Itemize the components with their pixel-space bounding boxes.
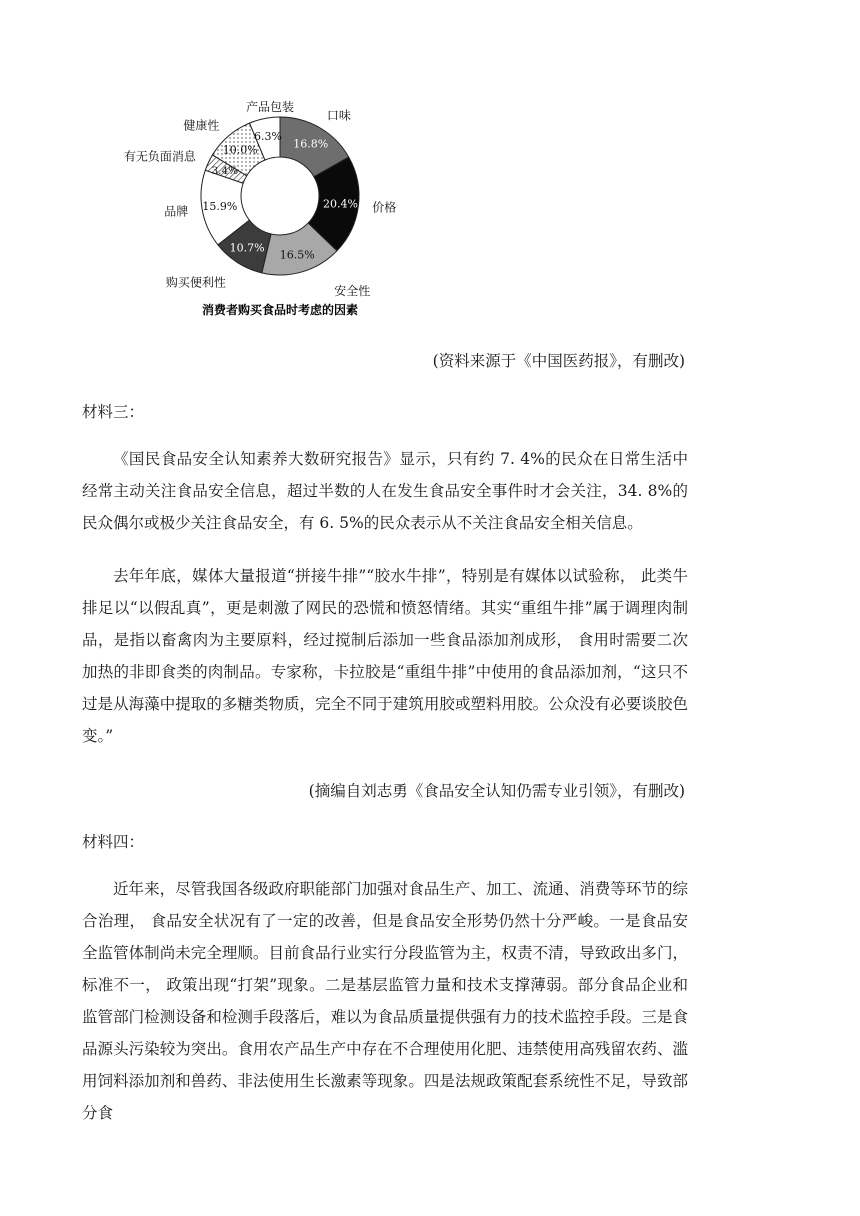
- material-3-paragraph-1: 《国民食品安全认知素养大数研究报告》显示，只有约 7. 4%的民众在日常生活中经常主动关注食品安全信息，超过半数的人在发生食品安全事件时才会关注，34. 8%的民众偶尔或极少关注食品安全，有 6. 5%的民众表示从不关注食品安全相关信息。: [82, 450, 688, 532]
- chart-title: 消费者购买食品时考虑的因素: [201, 303, 359, 317]
- slice-value-label-6: 10.0%: [222, 143, 258, 157]
- slice-value-label-0: 16.8%: [293, 137, 329, 151]
- slice-category-label-3: 购买便利性: [165, 275, 226, 290]
- slice-value-label-7: 6.3%: [254, 130, 282, 144]
- material-4-paragraph-1: 近年来，尽管我国各级政府职能部门加强对食品生产、加工、流通、消费等环节的综合治理， 食品安全状况有了一定的改善，但是食品安全形势仍然十分严峻。一是食品安全监管体制尚未完全理顺。目前食品行业实行分段监管为主，权责不清，导致政出多门，标准不一， 政策出现“打架”现象。二是基层监管力量和技术支撑薄弱。部分食品企业和监管部门检测设备和检测手段落后，难以为食品质量提供强有力的技术监控手段。三是食品源头污染较为突出。食用农产品生产中存在不合理使用化肥、违禁使用高残留农药、滥用饲料添加剂和兽药、非法使用生长激素等现象。四是法规政策配套系统性不足，导致部分食: [82, 880, 688, 1122]
- pie-chart: [123, 100, 440, 330]
- source-note-1: (资料来源于《中国医药报》，有删改): [432, 352, 685, 370]
- material-3-paragraph-2: 去年年底，媒体大量报道“拼接牛排”“胶水牛排”，特别是有媒体以试验称， 此类牛排足以“以假乱真”，更是刺激了网民的恐慌和愤怒情绪。其实“重组牛排”属于调理肉制品，是指以畜禽肉为主要原料，经过搅制后添加一些食品添加剂成形， 食用时需要二次加热的非即食类的肉制品。专家称，卡拉胶是“重组牛排”中使用的食品添加剂，“这只不过是从海藻中提取的多糖类物质，完全不同于建筑用胶或塑料用胶。公众没有必要谈胶色变。”: [82, 567, 688, 745]
- slice-category-label-2: 安全性: [334, 284, 371, 299]
- slice-value-label-4: 15.9%: [202, 200, 238, 214]
- slice-category-label-0: 口味: [326, 108, 351, 123]
- slice-value-label-5: 3.4%: [211, 165, 239, 178]
- slice-category-label-4: 品牌: [164, 204, 189, 219]
- slice-category-label-7: 产品包装: [245, 100, 295, 114]
- material-4-heading: 材料四：: [82, 833, 145, 851]
- slice-value-label-3: 10.7%: [229, 241, 265, 255]
- slice-category-label-1: 价格: [372, 200, 397, 215]
- material-3-heading: 材料三：: [82, 403, 145, 421]
- slice-category-label-5: 有无负面消息: [123, 149, 196, 164]
- slice-value-label-2: 16.5%: [279, 248, 315, 262]
- slice-category-label-6: 健康性: [183, 118, 220, 133]
- source-note-2: (摘编自刘志勇《食品安全认知仍需专业引领》，有删改): [308, 782, 685, 800]
- slice-value-label-1: 20.4%: [323, 197, 358, 211]
